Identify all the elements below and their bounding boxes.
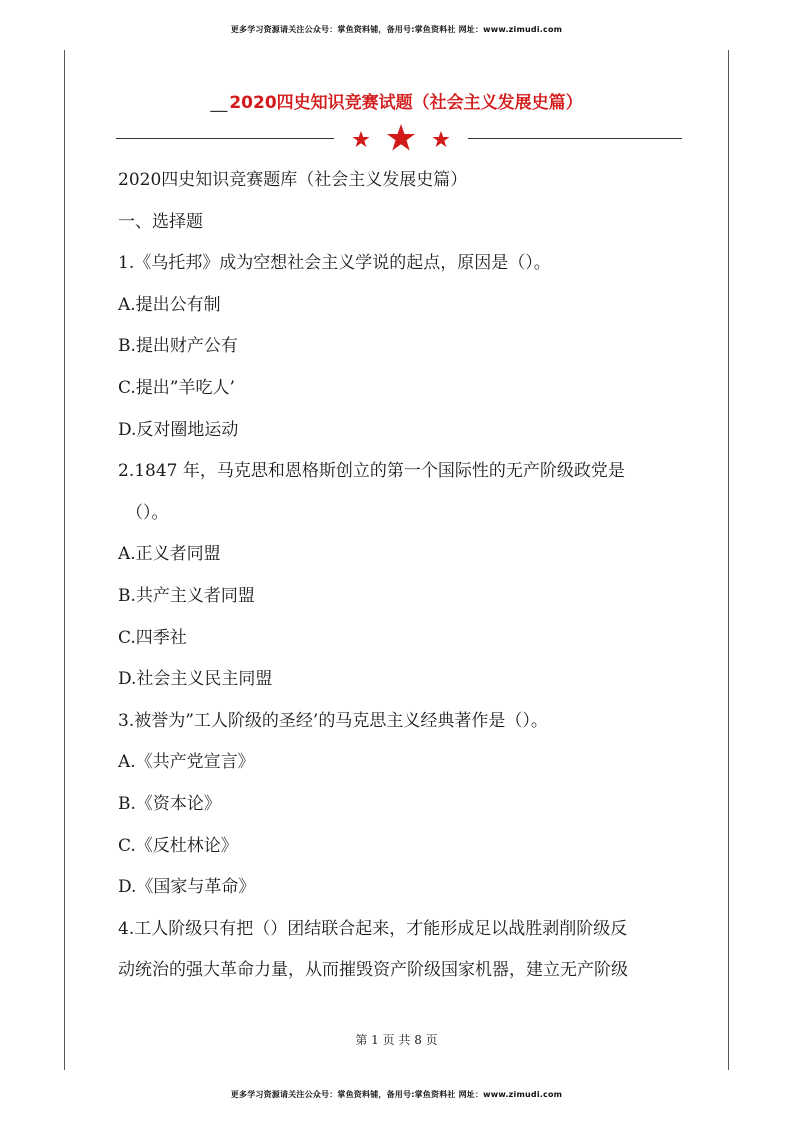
document-body [118, 170, 688, 1002]
option-line: D.社会主义民主同盟 [118, 669, 273, 690]
star-icon [433, 131, 450, 147]
option-line: D.《国家与革命》 [118, 877, 256, 898]
question-line-continued: （）。 [126, 502, 169, 523]
option-line: A.提出公有制 [118, 294, 221, 315]
top-banner: 更多学习资源请关注公众号：掌鱼资料铺，备用号:掌鱼资料社 网址：www.zimudi.com [230, 25, 563, 34]
question-line: 4.工人阶级只有把（）团结联合起来，才能形成足以战胜剥削阶级反 [118, 918, 628, 939]
question-line: 3.被誉为”工人阶级的圣经’的马克思主义经典著作是（）。 [118, 710, 548, 731]
document-title [0, 88, 793, 113]
option-line: B.提出财产公有 [118, 336, 238, 357]
divider-left [116, 138, 334, 139]
star-icon [387, 124, 415, 151]
question-line: 1.《乌托邦》成为空想社会主义学说的起点，原因是（）。 [118, 253, 551, 274]
left-margin-line [64, 50, 65, 1070]
body-line: 2020四史知识竞赛题库（社会主义发展史篇） [118, 170, 468, 190]
title-dash: __ [210, 93, 228, 113]
option-line: C.提出”羊吃人’ [118, 377, 235, 398]
question-line-continued: 动统治的强大革命力量，从而摧毁资产阶级国家机器，建立无产阶级 [118, 960, 628, 981]
section-heading: 一、选择题 [118, 211, 203, 232]
page-number: 第 1 页 共 8 页 [355, 1033, 438, 1047]
right-margin-line [728, 50, 729, 1070]
option-line: B.共产主义者同盟 [118, 585, 255, 606]
divider-right [468, 138, 682, 139]
option-line: C.四季社 [118, 627, 187, 648]
question-line: 2.1847 年，马克思和恩格斯创立的第一个国际性的无产阶级政党是 [118, 461, 625, 482]
bottom-banner: 更多学习资源请关注公众号：掌鱼资料铺，备用号:掌鱼资料社 网址：www.zimudi.com [230, 1090, 563, 1099]
option-line: A.正义者同盟 [118, 544, 221, 565]
stars-ornament [345, 122, 457, 158]
star-icon [353, 131, 370, 147]
option-line: B.《资本论》 [118, 793, 221, 814]
option-line: D.反对圈地运动 [118, 419, 239, 440]
title-text: 2020四史知识竞赛试题（社会主义发展史篇） [229, 93, 583, 113]
option-line: A.《共产党宣言》 [118, 752, 255, 773]
option-line: C.《反杜林论》 [118, 835, 238, 856]
